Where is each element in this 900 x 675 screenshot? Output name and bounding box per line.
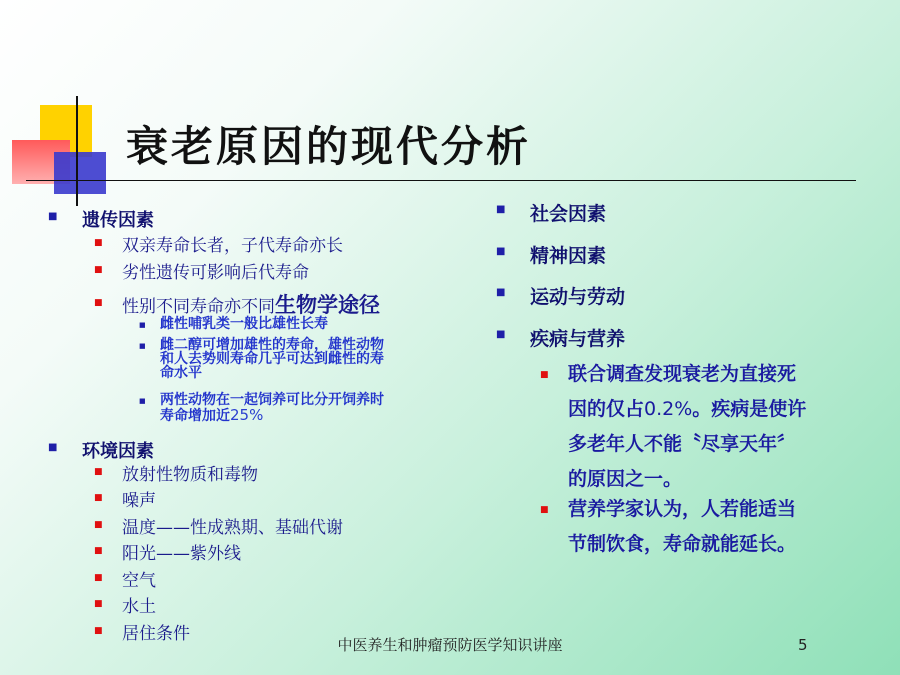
title-underline (26, 180, 856, 181)
bullet-icon: ■ (94, 265, 103, 275)
deco-vertical-line (76, 96, 78, 206)
bullet-icon: ■ (496, 287, 506, 298)
sub-item: 命水平 (160, 365, 202, 381)
bullet-icon: ■ (94, 493, 103, 503)
footer-text: 中医养生和肿瘤预防医学知识讲座 (337, 636, 563, 654)
deco-blue-square (54, 152, 106, 194)
right-item: 运动与劳动 (530, 286, 626, 308)
list-item: 劣性遗传可影响后代寿命 (122, 263, 309, 283)
note-line (568, 392, 868, 427)
list-item: 温度——性成熟期、基础代谢 (122, 518, 343, 538)
sub-item: 和人去势则寿命几乎可达到雌性的寿 (160, 351, 384, 367)
sub-item: 雌性哺乳类一般比雄性长寿 (160, 316, 328, 332)
list-item: 双亲寿命长者，子代寿命亦长 (122, 236, 343, 256)
bullet-icon: ■ (94, 238, 103, 248)
note-text: 。疾病是使许 (692, 398, 807, 420)
item-text: 性别不同寿命亦不同 (122, 297, 275, 317)
sub-item (160, 408, 263, 423)
note-paragraph (568, 357, 868, 497)
bullet-icon: ■ (48, 211, 58, 222)
bullet-icon: ■ (94, 573, 103, 583)
bullet-icon: ■ (94, 467, 103, 477)
note-paragraph (568, 492, 868, 562)
genetic-heading: 遗传因素 (82, 210, 154, 231)
list-item: 阳光——紫外线 (122, 544, 241, 564)
bullet-icon: ■ (496, 329, 506, 340)
right-item: 疾病与营养 (530, 328, 626, 350)
bullet-icon: ■ (94, 298, 103, 308)
bullet-icon: ■ (94, 626, 103, 636)
right-item: 社会因素 (530, 203, 607, 225)
list-item: 噪声 (122, 491, 156, 511)
note-line: 节制饮食，寿命就能延长。 (568, 533, 797, 555)
bullet-icon: ■ (94, 599, 103, 609)
percent-text: 0.2% (644, 398, 693, 420)
percent-text: 25% (230, 406, 264, 424)
bullet-icon: ■ (48, 442, 58, 453)
list-item: 空气 (122, 571, 156, 591)
bullet-icon: ■ (94, 546, 103, 556)
bullet-icon: ■ (139, 321, 146, 329)
note-line: 多老年人不能〝尽享天年〞 (568, 433, 797, 455)
list-item: 放射性物质和毒物 (122, 465, 258, 485)
bullet-icon: ■ (496, 246, 506, 257)
note-line: 的原因之一。 (568, 468, 683, 490)
bullet-icon: ■ (139, 397, 146, 405)
list-item (122, 289, 380, 319)
right-item: 精神因素 (530, 245, 607, 267)
page-number: 5 (798, 636, 808, 654)
note-line: 联合调查发现衰老为直接死 (568, 363, 797, 385)
bullet-icon: ■ (540, 505, 549, 515)
sub-item: 雌二醇可增加雄性的寿命，雄性动物 (160, 337, 384, 353)
sub-item: 两性动物在一起饲养可比分开饲养时 (160, 392, 384, 408)
bullet-icon: ■ (496, 204, 506, 215)
slide-title: 衰老原因的现代分析 (126, 122, 532, 171)
environment-heading: 环境因素 (82, 441, 154, 462)
sub-text: 寿命增加近 (160, 408, 230, 424)
note-text: 因的仅占 (568, 398, 645, 420)
list-item: 水土 (122, 597, 156, 617)
list-item: 居住条件 (122, 624, 190, 644)
bullet-icon: ■ (94, 520, 103, 530)
bullet-icon: ■ (139, 342, 146, 350)
bullet-icon: ■ (540, 370, 549, 380)
emphasis-text: 生物学途径 (275, 293, 380, 317)
note-line: 营养学家认为，人若能适当 (568, 498, 797, 520)
